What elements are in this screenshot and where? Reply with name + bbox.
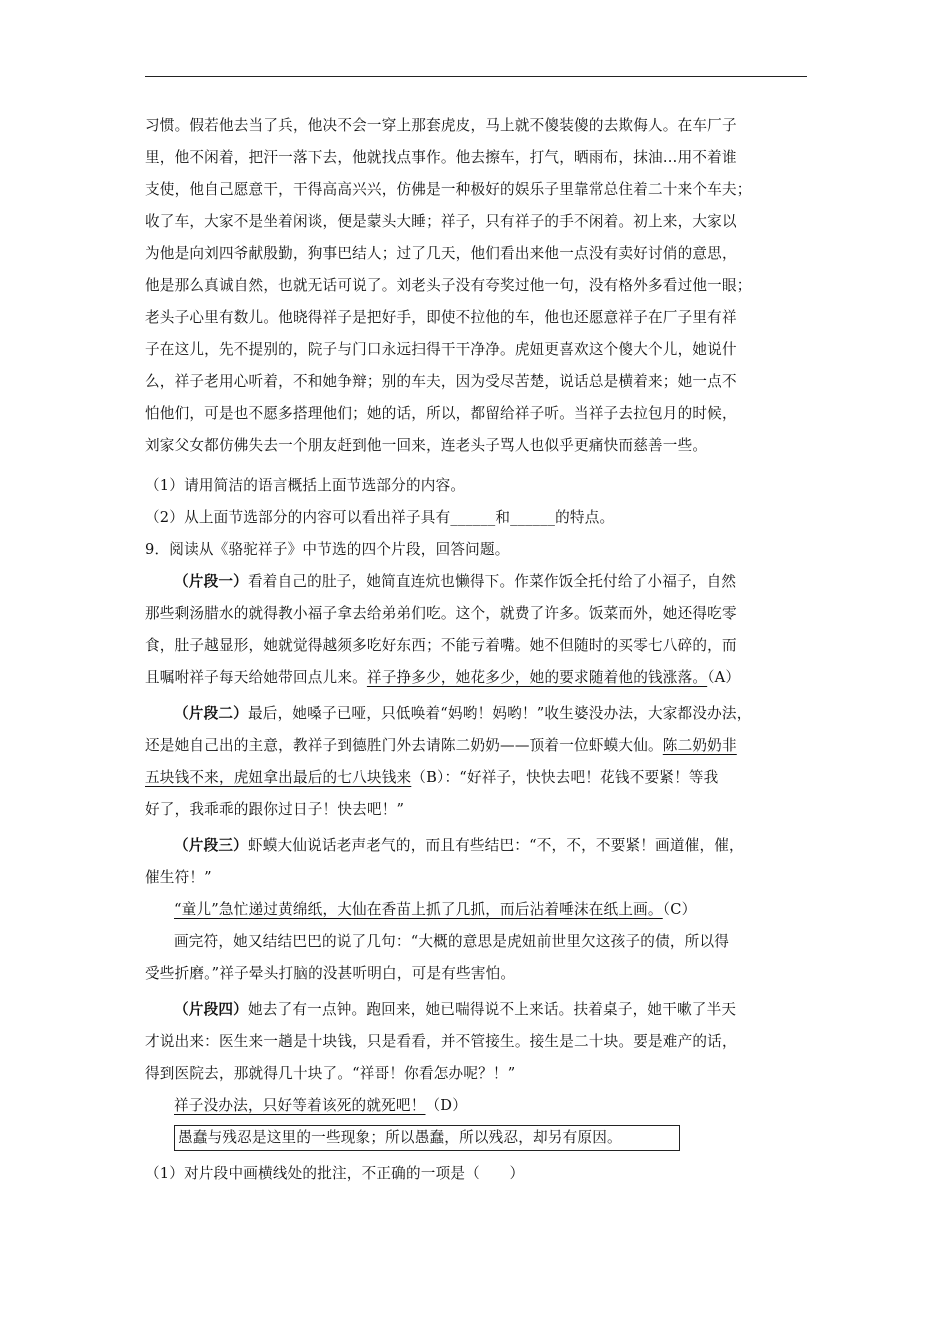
fragment-3-line: 催生符！” — [145, 869, 212, 886]
fragment-2-line: 好了，我乖乖的跟你过日子！快去吧！” — [145, 801, 405, 818]
underlined-annotation-d: 祥子没办法，只好等着该死的就死吧！ — [174, 1097, 426, 1114]
boxed-note: 愚蠢与残忍是这里的一些现象；所以愚蠢，所以残忍，却另有原因。 — [178, 1129, 622, 1146]
text-line: 收了车，大家不是坐着闲谈，便是蒙头大睡；祥子，只有祥子的手不闲着。初上来，大家以 — [145, 213, 737, 230]
text-line: 为他是向刘四爷献殷勤，狗事巴结人；过了几天，他们看出来他一点没有卖好讨俏的意思， — [145, 245, 737, 262]
fragment-4-label: （片段四） — [174, 1001, 248, 1018]
header-rule — [145, 76, 807, 77]
fragment-2-line: （片段二）最后，她嗓子已哑，只低唤着“妈哟！妈哟！”收生婆没办法，大家都没办法， — [174, 705, 752, 722]
text-line: 么，祥子老用心听着，不和她争辩；别的车夫，因为受尽苦楚，说话总是横着来；她一点不 — [145, 373, 737, 390]
fragment-3-line: “童儿”急忙递过黄绵纸，大仙在香苗上抓了几抓，而后沾着唾沫在纸上画。（C） — [174, 901, 697, 918]
fragment-2-line: 五块钱不来，虎妞拿出最后的七八块钱来（B）：“好祥子，快快去吧！花钱不要紧！等我 — [145, 769, 719, 786]
question-2: （2）从上面节选部分的内容可以看出祥子具有______和______的特点。 — [145, 509, 615, 526]
fragment-1-line: 食，肚子越显形，她就觉得越须多吃好东西；不能亏着嘴。她不但随时的买零七八碎的，而 — [145, 637, 737, 654]
text-line: 子在这儿，先不提别的，院子与门口永远扫得干干净净。虎妞更喜欢这个傻大个儿，她说什 — [145, 341, 737, 358]
fragment-1-label: （片段一） — [174, 573, 248, 590]
fragment-4-line: 得到医院去，那就得几十块了。“祥哥！你看怎办呢？！” — [145, 1065, 516, 1082]
question-1: （1）请用简洁的语言概括上面节选部分的内容。 — [145, 477, 466, 494]
underlined-annotation-b: 五块钱不来，虎妞拿出最后的七八块钱来 — [145, 769, 412, 786]
text-line: 他是那么真诚自然，也就无话可说了。刘老头子没有夸奖过他一句，没有格外多看过他一眼； — [145, 277, 752, 294]
question-9-heading: 9．阅读从《骆驼祥子》中节选的四个片段，回答问题。 — [145, 541, 510, 558]
fragment-3-label: （片段三） — [174, 837, 248, 854]
fragment-2-line: 还是她自己出的主意，教祥子到德胜门外去请陈二奶奶——顶着一位虾蟆大仙。陈二奶奶非 — [145, 737, 737, 754]
underlined-annotation-c: “童儿”急忙递过黄绵纸，大仙在香苗上抓了几抓，而后沾着唾沫在纸上画。 — [174, 901, 663, 918]
text-line: 支使，他自己愿意干，干得高高兴兴，仿佛是一种极好的娱乐子里靠常总住着二十来个车夫； — [145, 181, 752, 198]
fragment-4-line: 才说出来：医生来一趟是十块钱，只是看看，并不管接生。接生是二十块。要是难产的话， — [145, 1033, 737, 1050]
text-line: 习惯。假若他去当了兵，他决不会一穿上那套虎皮，马上就不傻装傻的去欺侮人。在车厂子 — [145, 117, 737, 134]
fragment-4-line: （片段四）她去了有一点钟。跑回来，她已喘得说不上来话。扶着桌子，她干嗽了半天 — [174, 1001, 737, 1018]
text-line: 老头子心里有数儿。他晓得祥子是把好手，即使不拉他的车，他也还愿意祥子在厂子里有祥 — [145, 309, 737, 326]
fragment-3-line: 受些折磨。”祥子晕头打脑的没甚听明白，可是有些害怕。 — [145, 965, 516, 982]
fragment-1-line: （片段一）看着自己的肚子，她简直连炕也懒得下。作菜作饭全托付给了小福子，自然 — [174, 573, 737, 590]
fragment-1-line: 且嘱咐祥子每天给她带回点儿来。祥子挣多少，她花多少，她的要求随着他的钱涨落。（A） — [145, 669, 741, 686]
fragment-3-line: （片段三）虾蟆大仙说话老声老气的，而且有些结巴：“不，不，不要紧！画道催，催， — [174, 837, 744, 854]
text-line: 怕他们，可是也不愿多搭理他们；她的话，所以，都留给祥子听。当祥子去拉包月的时候， — [145, 405, 737, 422]
text-line: 刘家父女都仿佛失去一个朋友赶到他一回来，连老头子骂人也似乎更痛快而慈善一些。 — [145, 437, 708, 454]
fragment-4-line: 祥子没办法，只好等着该死的就死吧！（D） — [174, 1097, 467, 1114]
text-line: 里，他不闲着，把汗一落下去，他就找点事作。他去擦车，打气，晒雨布，抹油…用不着谁 — [145, 149, 737, 166]
question-9-1: （1）对片段中画横线处的批注，不正确的一项是（ ） — [145, 1165, 525, 1182]
underlined-annotation-a: 祥子挣多少，她花多少，她的要求随着他的钱涨落。 — [366, 669, 708, 686]
underlined-annotation-b: 陈二奶奶非 — [662, 737, 737, 754]
fragment-2-label: （片段二） — [174, 705, 248, 722]
fragment-3-line: 画完符，她又结结巴巴的说了几句：“大概的意思是虎妞前世里欠这孩子的债，所以得 — [174, 933, 730, 950]
fragment-1-line: 那些剩汤腊水的就得教小福子拿去给弟弟们吃。这个，就费了许多。饭菜而外，她还得吃零 — [145, 605, 737, 622]
